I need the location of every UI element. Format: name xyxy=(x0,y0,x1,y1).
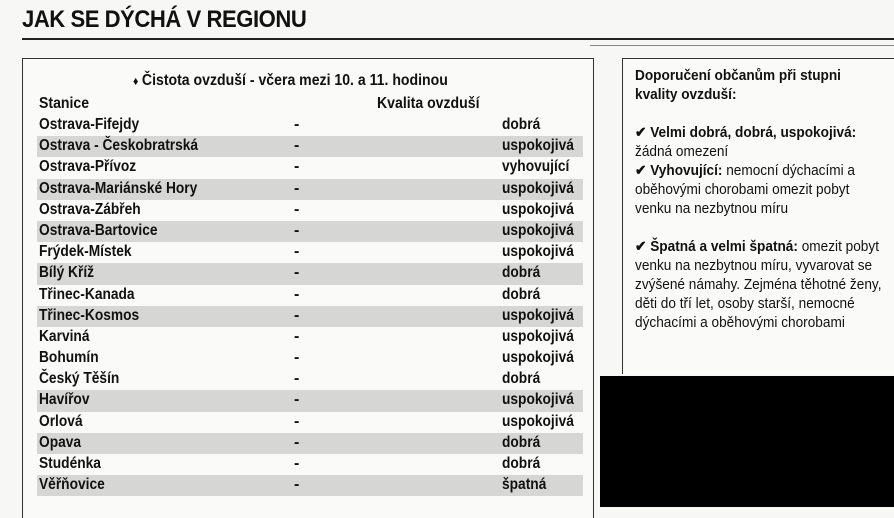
advice-item-label: Velmi dobrá, dobrá, uspokojivá: xyxy=(650,125,857,141)
station-name: Ostrava - Českobratrská xyxy=(39,137,199,155)
table-row xyxy=(37,306,583,327)
quality-value: uspokojivá xyxy=(502,200,574,218)
station-name: Věřňovice xyxy=(39,476,105,494)
headline-rule-secondary xyxy=(590,45,894,46)
quality-value: uspokojivá xyxy=(502,349,574,367)
table-row xyxy=(37,263,583,284)
row-separator-dash: - xyxy=(294,179,300,197)
station-name: Bílý Kříž xyxy=(39,264,95,282)
table-body xyxy=(37,115,583,496)
quality-value: uspokojivá xyxy=(502,391,574,409)
quality-value: uspokojivá xyxy=(502,327,574,345)
quality-value: uspokojivá xyxy=(502,179,574,197)
advice-item xyxy=(635,124,887,162)
row-separator-dash: - xyxy=(294,433,300,451)
station-name: Studénka xyxy=(39,455,101,472)
table-row xyxy=(37,200,583,221)
row-separator-dash: - xyxy=(294,264,300,282)
table-row xyxy=(37,348,583,369)
diamond-bullet-icon: ♦ xyxy=(133,74,139,88)
quality-value: uspokojivá xyxy=(502,306,574,324)
air-quality-table xyxy=(22,58,594,518)
headline-rule xyxy=(22,38,894,40)
row-separator-dash: - xyxy=(294,285,300,303)
station-name: Ostrava-Mariánské Hory xyxy=(39,179,198,197)
station-name: Bohumín xyxy=(39,349,99,367)
quality-value: špatná xyxy=(502,476,547,494)
page-headline: JAK SE DÝCHÁ V REGIONU xyxy=(22,6,307,33)
quality-value: uspokojivá xyxy=(502,412,574,430)
row-separator-dash: - xyxy=(294,391,300,409)
row-separator-dash: - xyxy=(294,243,300,261)
quality-value: vyhovující xyxy=(502,158,570,176)
row-separator-dash: - xyxy=(294,137,300,155)
station-name: Ostrava-Zábřeh xyxy=(39,200,141,218)
advice-item-text: žádná omezení xyxy=(635,144,729,160)
redacted-area xyxy=(600,376,894,507)
station-name: Ostrava-Přívoz xyxy=(39,158,137,176)
table-row xyxy=(37,179,583,200)
table-header-row xyxy=(39,95,579,113)
table-row xyxy=(37,369,583,390)
station-name: Ostrava-Bartovice xyxy=(39,221,158,239)
advice-title: Doporučení občanům při stupni kvality ovzduší: xyxy=(635,68,841,103)
advice-item xyxy=(635,162,887,219)
row-separator-dash: - xyxy=(294,476,300,494)
quality-value: uspokojivá xyxy=(502,137,574,155)
table-row xyxy=(37,136,583,157)
quality-value: dobrá xyxy=(502,433,541,451)
check-icon: ✔ xyxy=(635,125,647,141)
table-row xyxy=(37,390,583,411)
quality-value: uspokojivá xyxy=(502,243,574,261)
quality-value: dobrá xyxy=(502,455,541,472)
row-separator-dash: - xyxy=(294,306,300,324)
station-name: Havířov xyxy=(39,391,90,409)
quality-value: dobrá xyxy=(502,264,541,282)
station-name: Třinec-Kosmos xyxy=(39,306,140,324)
station-name: Český Těšín xyxy=(39,370,120,388)
row-separator-dash: - xyxy=(294,370,300,388)
table-subtitle xyxy=(133,72,448,90)
row-separator-dash: - xyxy=(294,455,300,472)
quality-value: dobrá xyxy=(502,285,541,303)
quality-value: dobrá xyxy=(502,370,541,388)
row-separator-dash: - xyxy=(294,349,300,367)
advice-item-label: Vyhovující: xyxy=(650,163,723,179)
column-header-station: Stanice xyxy=(39,95,90,112)
table-row xyxy=(37,433,583,454)
table-row xyxy=(37,157,583,178)
row-separator-dash: - xyxy=(294,221,300,239)
row-separator-dash: - xyxy=(294,116,300,133)
station-name: Třinec-Kanada xyxy=(39,285,135,303)
advice-item-text: omezit pobyt venku na nezbytnou míru, vyvarovat se zvýšené námahy. Zejména těhotné ženy, děti do tří let, osoby starší, nemocné dýchacími a oběhovými chorobami xyxy=(635,239,882,331)
advice-item-text: nemocní dýchacími a oběhovými chorobami omezit pobyt venku na nezbytnou míru xyxy=(635,163,856,217)
table-row xyxy=(37,285,583,306)
quality-value: uspokojivá xyxy=(502,221,574,239)
check-icon: ✔ xyxy=(635,239,647,255)
station-name: Orlová xyxy=(39,412,83,430)
column-header-quality: Kvalita ovzduší xyxy=(377,95,480,112)
table-row xyxy=(37,242,583,263)
table-subtitle-text: Čistota ovzduší - včera mezi 10. a 11. hodinou xyxy=(141,72,448,89)
station-name: Karviná xyxy=(39,327,90,345)
table-row xyxy=(37,327,583,348)
table-row xyxy=(37,221,583,242)
table-row xyxy=(37,475,583,496)
row-separator-dash: - xyxy=(294,412,300,430)
table-row xyxy=(37,412,583,433)
station-name: Frýdek-Místek xyxy=(39,243,132,261)
row-separator-dash: - xyxy=(294,327,300,345)
advice-item-label: Špatná a velmi špatná: xyxy=(650,239,798,255)
station-name: Opava xyxy=(39,433,82,451)
advice-item xyxy=(635,238,887,333)
station-name: Ostrava-Fifejdy xyxy=(39,116,140,133)
table-row xyxy=(37,115,583,136)
check-icon: ✔ xyxy=(635,163,647,179)
advice-panel xyxy=(622,58,894,374)
row-separator-dash: - xyxy=(294,200,300,218)
quality-value: dobrá xyxy=(502,116,541,133)
table-row xyxy=(37,454,583,475)
row-separator-dash: - xyxy=(294,158,300,176)
